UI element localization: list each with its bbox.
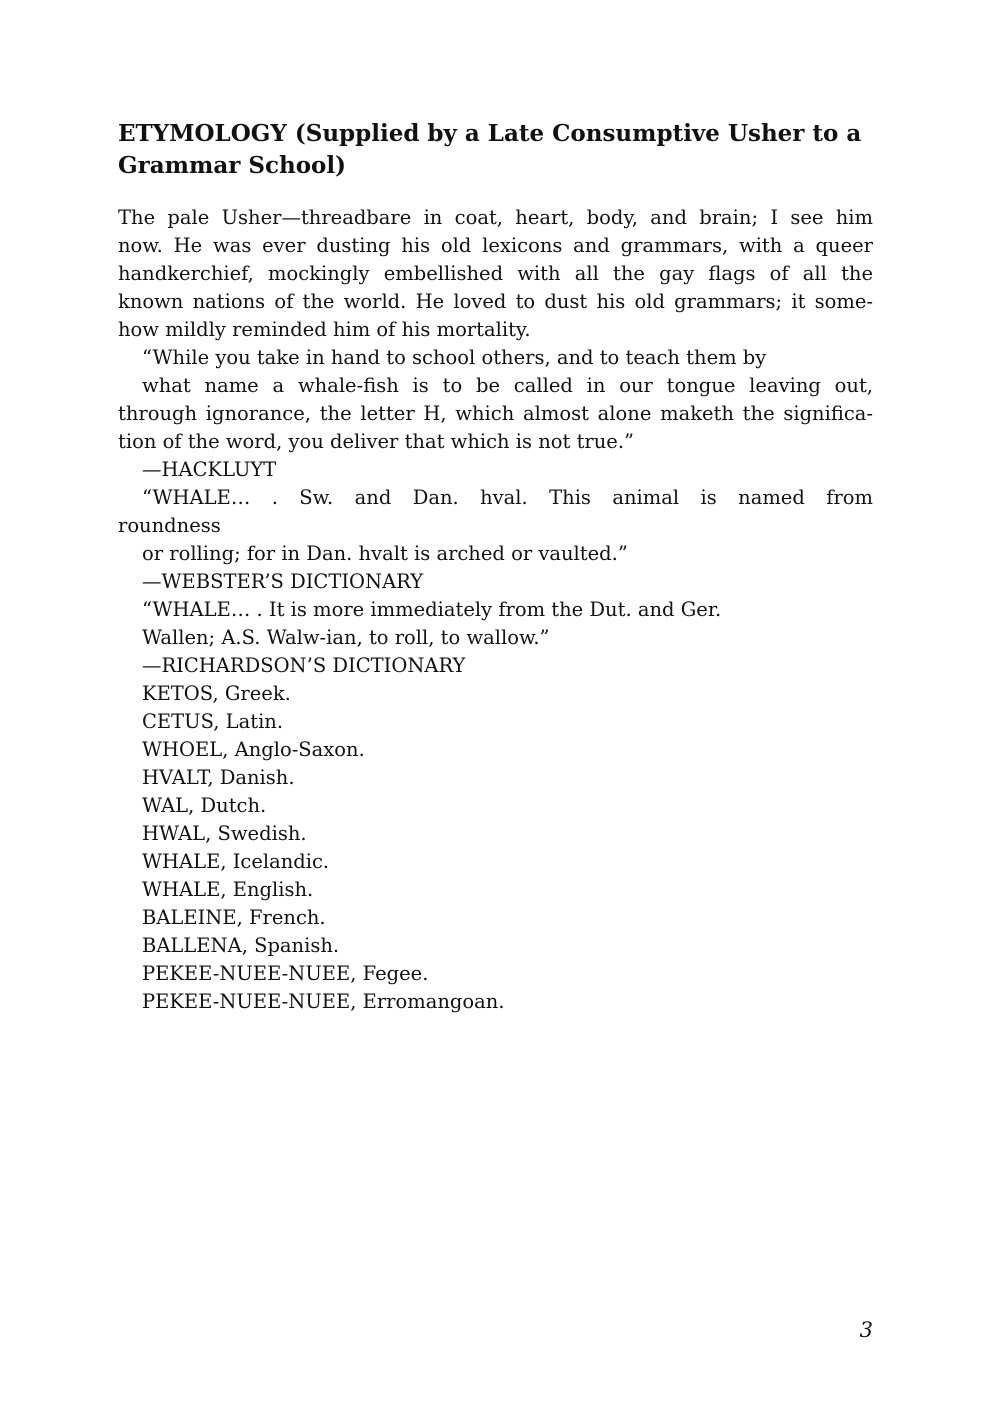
text-line: roundness xyxy=(118,514,221,537)
text-line: CETUS, Latin. xyxy=(142,710,284,733)
text-line: handkerchief, mockingly embellished with all the gay flags of all the xyxy=(118,262,873,285)
text-line: WHOEL, Anglo-Saxon. xyxy=(142,738,365,761)
text-line: Wallen; A.S. Walw-ian, to roll, to wallow.” xyxy=(142,626,550,649)
text-line: BALEINE, French. xyxy=(142,906,326,929)
text-line: WHALE, Icelandic. xyxy=(142,850,330,873)
text-line: “WHALE… . Sw. and Dan. hval. This animal is named from xyxy=(142,486,873,509)
text-line: or rolling; for in Dan. hvalt is arched or vaulted.” xyxy=(142,542,628,565)
text-line: —RICHARDSON’S DICTIONARY xyxy=(142,654,466,677)
text-line: PEKEE-NUEE-NUEE, Fegee. xyxy=(142,962,429,985)
text-line: “While you take in hand to school others, and to teach them by xyxy=(142,346,767,369)
text-line: WAL, Dutch. xyxy=(142,794,267,817)
body-text xyxy=(118,204,873,1016)
text-line: tion of the word, you deliver that which is not true.” xyxy=(118,430,634,453)
text-line: known nations of the world. He loved to dust his old grammars; it some- xyxy=(118,290,873,313)
text-line: PEKEE-NUEE-NUEE, Erromangoan. xyxy=(142,990,505,1013)
text-line: what name a whale-fish is to be called in our tongue leaving out, xyxy=(142,374,873,397)
text-line: WHALE, English. xyxy=(142,878,314,901)
text-line: how mildly reminded him of his mortality. xyxy=(118,318,531,341)
text-line: now. He was ever dusting his old lexicons and grammars, with a queer xyxy=(118,234,873,257)
text-line: HVALT, Danish. xyxy=(142,766,295,789)
page-number: 3 xyxy=(859,1318,873,1342)
text-line: —HACKLUYT xyxy=(142,458,277,481)
text-line: KETOS, Greek. xyxy=(142,682,291,705)
text-line: —WEBSTER’S DICTIONARY xyxy=(142,570,424,593)
section-heading: ETYMOLOGY (Supplied by a Late Consumptive Usher to a Grammar School) xyxy=(118,120,862,179)
text-line: HWAL, Swedish. xyxy=(142,822,307,845)
text-line: BALLENA, Spanish. xyxy=(142,934,340,957)
text-line: The pale Usher—threadbare in coat, heart, body, and brain; I see him xyxy=(118,206,873,229)
text-line: through ignorance, the letter H, which almost alone maketh the significa- xyxy=(118,402,873,425)
text-line: “WHALE… . It is more immediately from the Dut. and Ger. xyxy=(142,598,722,621)
